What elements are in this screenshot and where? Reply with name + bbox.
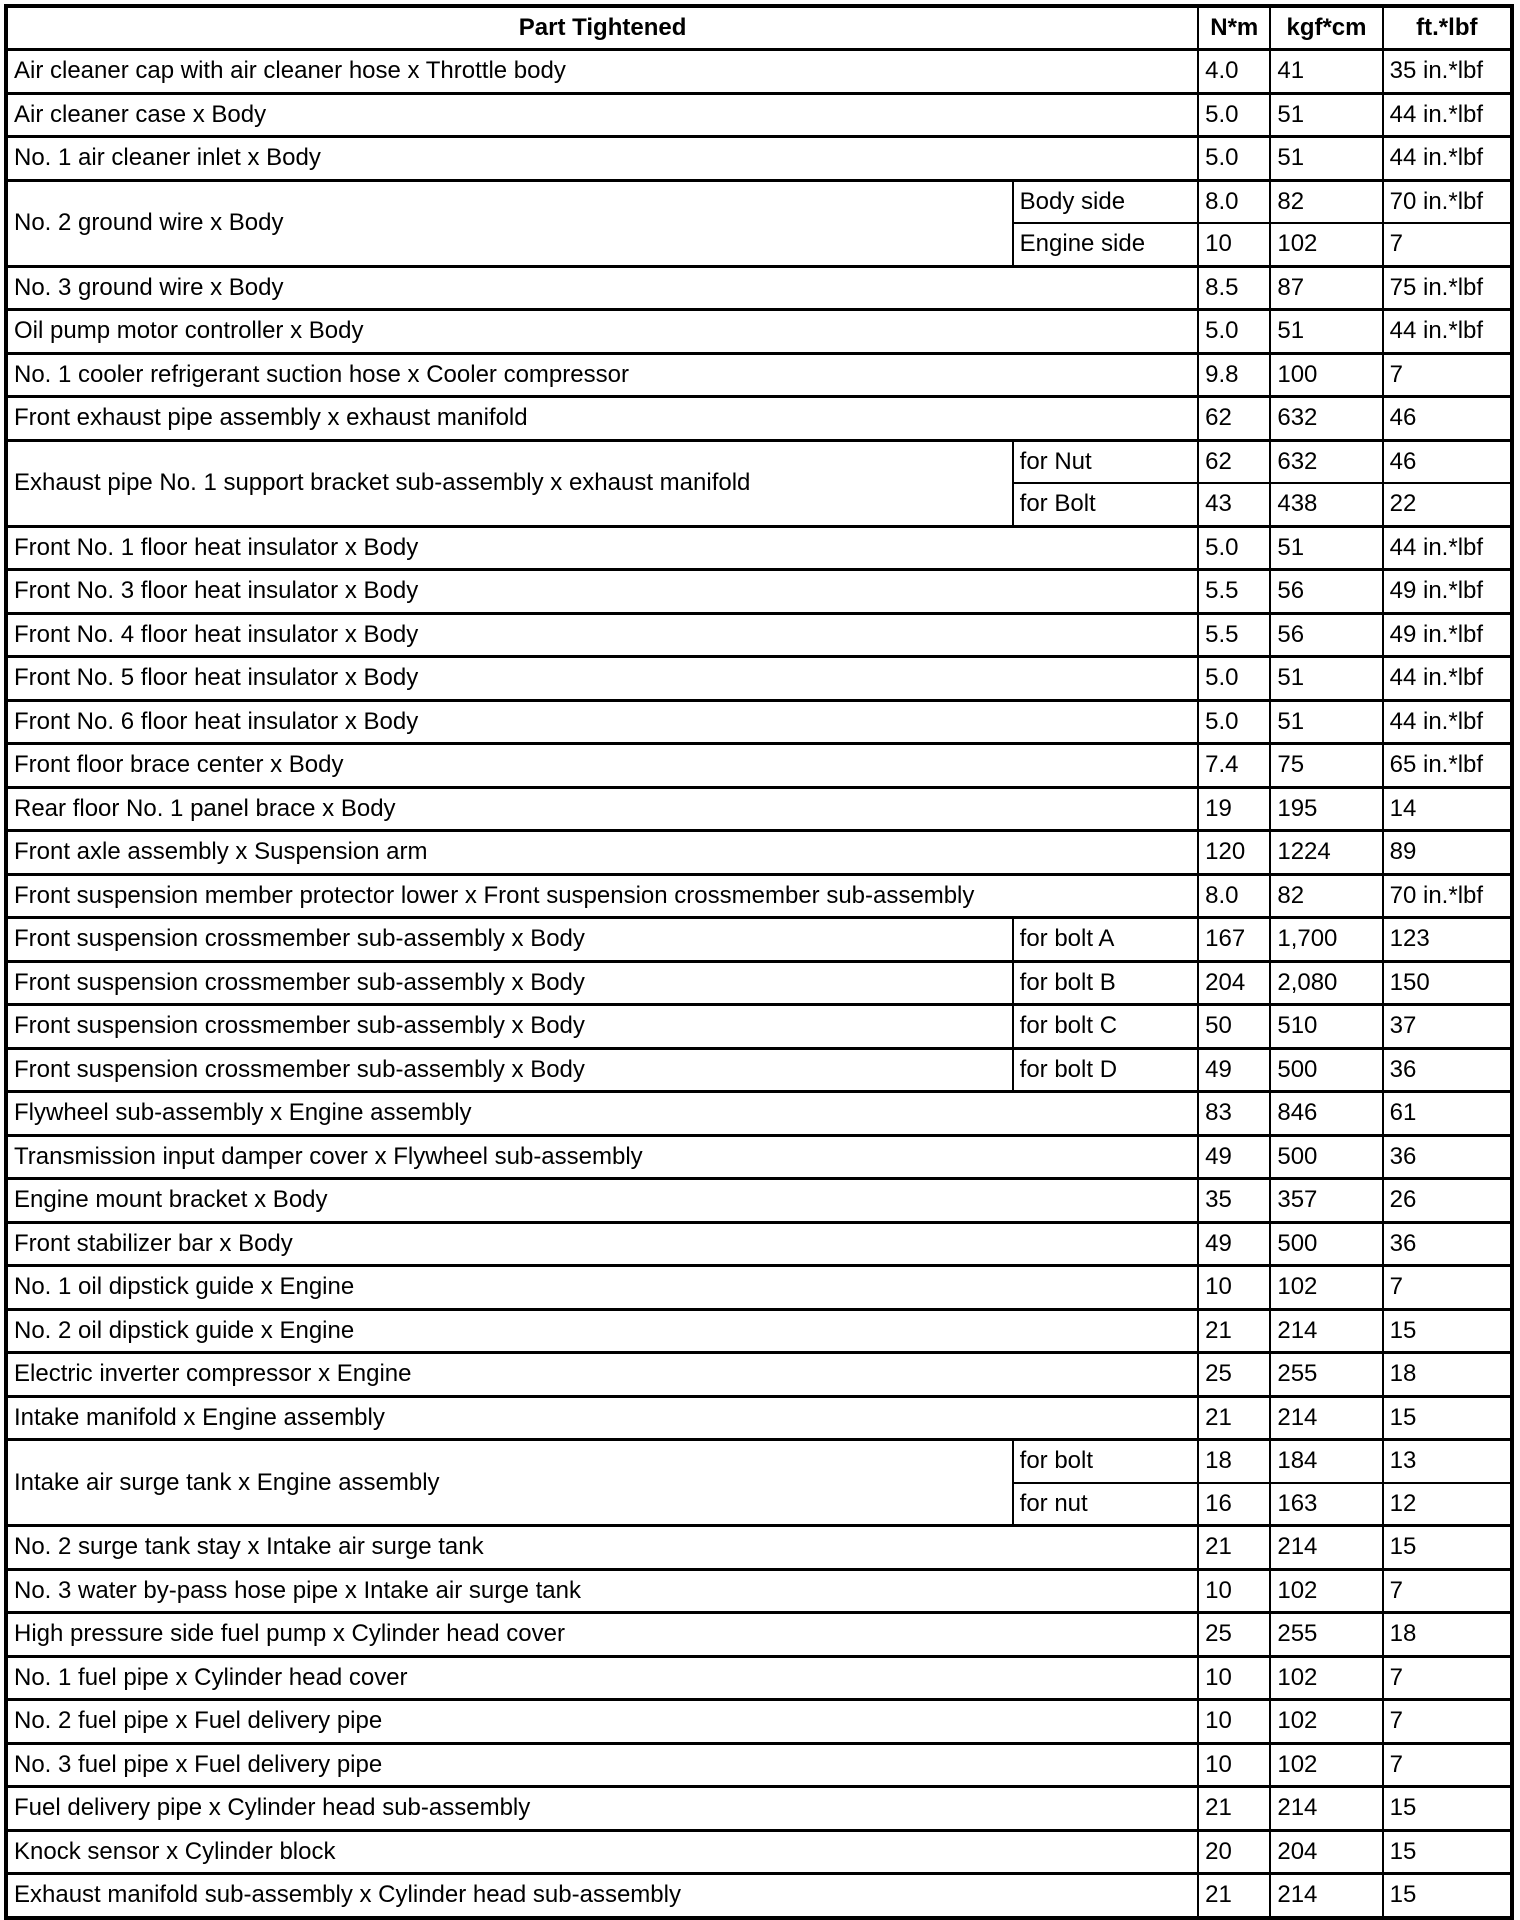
condition-label: for bolt — [1013, 1440, 1199, 1483]
torque-ft-lbf: 49 in.*lbf — [1383, 613, 1512, 657]
part-name: No. 1 fuel pipe x Cylinder head cover — [6, 1656, 1198, 1700]
torque-kgf-cm: 2,080 — [1270, 961, 1382, 1005]
torque-kgf-cm: 357 — [1270, 1179, 1382, 1223]
torque-kgf-cm: 102 — [1270, 1266, 1382, 1310]
torque-nm: 20 — [1198, 1830, 1270, 1874]
torque-nm: 62 — [1198, 397, 1270, 441]
torque-kgf-cm: 102 — [1270, 1656, 1382, 1700]
table-row — [6, 1830, 1512, 1874]
torque-ft-lbf: 46 — [1383, 397, 1512, 441]
torque-nm: 5.5 — [1198, 570, 1270, 614]
table-row — [6, 266, 1512, 310]
torque-nm: 8.0 — [1198, 180, 1270, 223]
part-name: Intake manifold x Engine assembly — [6, 1396, 1198, 1440]
part-name: Flywheel sub-assembly x Engine assembly — [6, 1092, 1198, 1136]
table-header-row — [6, 6, 1512, 50]
torque-kgf-cm: 1224 — [1270, 831, 1382, 875]
torque-kgf-cm: 500 — [1270, 1048, 1382, 1092]
torque-kgf-cm: 214 — [1270, 1396, 1382, 1440]
torque-kgf-cm: 255 — [1270, 1353, 1382, 1397]
torque-ft-lbf: 7 — [1383, 1266, 1512, 1310]
part-name: Exhaust pipe No. 1 support bracket sub-assembly x exhaust manifold — [6, 440, 1013, 526]
torque-ft-lbf: 65 in.*lbf — [1383, 744, 1512, 788]
torque-nm: 62 — [1198, 440, 1270, 483]
table-row — [6, 1266, 1512, 1310]
torque-ft-lbf: 7 — [1383, 223, 1512, 266]
table-row — [6, 787, 1512, 831]
header-ft-lbf: ft.*lbf — [1383, 6, 1512, 50]
torque-nm: 167 — [1198, 918, 1270, 962]
part-name: Front No. 4 floor heat insulator x Body — [6, 613, 1198, 657]
torque-ft-lbf: 7 — [1383, 1743, 1512, 1787]
header-kgf-cm: kgf*cm — [1270, 6, 1382, 50]
part-name: Front No. 3 floor heat insulator x Body — [6, 570, 1198, 614]
part-name: High pressure side fuel pump x Cylinder head cover — [6, 1613, 1198, 1657]
header-nm: N*m — [1198, 6, 1270, 50]
torque-nm: 43 — [1198, 483, 1270, 526]
part-name: Front stabilizer bar x Body — [6, 1222, 1198, 1266]
torque-ft-lbf: 7 — [1383, 1700, 1512, 1744]
torque-kgf-cm: 56 — [1270, 613, 1382, 657]
torque-kgf-cm: 214 — [1270, 1874, 1382, 1918]
torque-ft-lbf: 35 in.*lbf — [1383, 50, 1512, 94]
torque-kgf-cm: 51 — [1270, 526, 1382, 570]
table-row — [6, 874, 1512, 918]
table-row — [6, 1526, 1512, 1570]
condition-label: for bolt C — [1013, 1005, 1199, 1049]
part-name: No. 2 oil dipstick guide x Engine — [6, 1309, 1198, 1353]
table-row — [6, 657, 1512, 701]
table-row — [6, 1874, 1512, 1918]
table-row — [6, 137, 1512, 181]
torque-nm: 5.0 — [1198, 657, 1270, 701]
table-row — [6, 1092, 1512, 1136]
part-name: No. 2 surge tank stay x Intake air surge tank — [6, 1526, 1198, 1570]
torque-ft-lbf: 89 — [1383, 831, 1512, 875]
part-name: Front suspension crossmember sub-assembly x Body — [6, 918, 1013, 962]
torque-ft-lbf: 15 — [1383, 1830, 1512, 1874]
torque-nm: 8.5 — [1198, 266, 1270, 310]
torque-ft-lbf: 61 — [1383, 1092, 1512, 1136]
torque-nm: 21 — [1198, 1787, 1270, 1831]
torque-nm: 50 — [1198, 1005, 1270, 1049]
part-name: Oil pump motor controller x Body — [6, 310, 1198, 354]
condition-label: for Bolt — [1013, 483, 1199, 526]
part-name: Front No. 1 floor heat insulator x Body — [6, 526, 1198, 570]
torque-kgf-cm: 184 — [1270, 1440, 1382, 1483]
condition-label: for Nut — [1013, 440, 1199, 483]
torque-nm: 10 — [1198, 1700, 1270, 1744]
part-name: Front suspension member protector lower x Front suspension crossmember sub-assembly — [6, 874, 1198, 918]
part-name: No. 1 oil dipstick guide x Engine — [6, 1266, 1198, 1310]
torque-ft-lbf: 44 in.*lbf — [1383, 137, 1512, 181]
table-row — [6, 570, 1512, 614]
table-row — [6, 1787, 1512, 1831]
torque-nm: 16 — [1198, 1483, 1270, 1526]
part-name: No. 3 water by-pass hose pipe x Intake air surge tank — [6, 1569, 1198, 1613]
condition-label: for bolt D — [1013, 1048, 1199, 1092]
torque-kgf-cm: 56 — [1270, 570, 1382, 614]
torque-nm: 10 — [1198, 1656, 1270, 1700]
torque-nm: 49 — [1198, 1135, 1270, 1179]
torque-nm: 35 — [1198, 1179, 1270, 1223]
torque-nm: 18 — [1198, 1440, 1270, 1483]
torque-ft-lbf: 15 — [1383, 1396, 1512, 1440]
part-name: No. 2 ground wire x Body — [6, 180, 1013, 266]
torque-kgf-cm: 214 — [1270, 1787, 1382, 1831]
torque-nm: 9.8 — [1198, 353, 1270, 397]
torque-ft-lbf: 15 — [1383, 1874, 1512, 1918]
torque-kgf-cm: 163 — [1270, 1483, 1382, 1526]
torque-kgf-cm: 102 — [1270, 1700, 1382, 1744]
torque-ft-lbf: 15 — [1383, 1526, 1512, 1570]
torque-kgf-cm: 438 — [1270, 483, 1382, 526]
table-row — [6, 613, 1512, 657]
torque-ft-lbf: 46 — [1383, 440, 1512, 483]
torque-ft-lbf: 15 — [1383, 1787, 1512, 1831]
torque-ft-lbf: 13 — [1383, 1440, 1512, 1483]
torque-nm: 21 — [1198, 1396, 1270, 1440]
table-row — [6, 1353, 1512, 1397]
table-row — [6, 1569, 1512, 1613]
table-row — [6, 440, 1512, 483]
table-row — [6, 961, 1512, 1005]
torque-kgf-cm: 102 — [1270, 1569, 1382, 1613]
torque-nm: 10 — [1198, 1569, 1270, 1613]
torque-ft-lbf: 7 — [1383, 353, 1512, 397]
table-row — [6, 310, 1512, 354]
torque-ft-lbf: 15 — [1383, 1309, 1512, 1353]
torque-nm: 5.0 — [1198, 137, 1270, 181]
torque-ft-lbf: 123 — [1383, 918, 1512, 962]
torque-nm: 19 — [1198, 787, 1270, 831]
torque-ft-lbf: 18 — [1383, 1353, 1512, 1397]
torque-ft-lbf: 7 — [1383, 1656, 1512, 1700]
torque-kgf-cm: 51 — [1270, 137, 1382, 181]
condition-label: for bolt B — [1013, 961, 1199, 1005]
torque-nm: 21 — [1198, 1526, 1270, 1570]
table-row — [6, 93, 1512, 137]
part-name: No. 3 fuel pipe x Fuel delivery pipe — [6, 1743, 1198, 1787]
table-body — [6, 50, 1512, 1918]
torque-nm: 21 — [1198, 1309, 1270, 1353]
part-name: No. 2 fuel pipe x Fuel delivery pipe — [6, 1700, 1198, 1744]
part-name: Air cleaner case x Body — [6, 93, 1198, 137]
torque-kgf-cm: 51 — [1270, 93, 1382, 137]
torque-ft-lbf: 12 — [1383, 1483, 1512, 1526]
table-row — [6, 1179, 1512, 1223]
part-name: No. 1 cooler refrigerant suction hose x Cooler compressor — [6, 353, 1198, 397]
torque-nm: 49 — [1198, 1048, 1270, 1092]
table-row — [6, 50, 1512, 94]
torque-kgf-cm: 214 — [1270, 1309, 1382, 1353]
part-name: Front axle assembly x Suspension arm — [6, 831, 1198, 875]
torque-kgf-cm: 214 — [1270, 1526, 1382, 1570]
torque-ft-lbf: 22 — [1383, 483, 1512, 526]
part-name: Front suspension crossmember sub-assembly x Body — [6, 1005, 1013, 1049]
torque-nm: 5.0 — [1198, 93, 1270, 137]
torque-ft-lbf: 26 — [1383, 1179, 1512, 1223]
torque-kgf-cm: 41 — [1270, 50, 1382, 94]
torque-kgf-cm: 82 — [1270, 180, 1382, 223]
part-name: Transmission input damper cover x Flywheel sub-assembly — [6, 1135, 1198, 1179]
torque-kgf-cm: 51 — [1270, 657, 1382, 701]
torque-kgf-cm: 632 — [1270, 397, 1382, 441]
table-row — [6, 1743, 1512, 1787]
torque-nm: 49 — [1198, 1222, 1270, 1266]
torque-kgf-cm: 75 — [1270, 744, 1382, 788]
torque-nm: 204 — [1198, 961, 1270, 1005]
table-row — [6, 1440, 1512, 1483]
table-row — [6, 831, 1512, 875]
torque-ft-lbf: 44 in.*lbf — [1383, 700, 1512, 744]
torque-kgf-cm: 500 — [1270, 1135, 1382, 1179]
table-row — [6, 1309, 1512, 1353]
table-row — [6, 353, 1512, 397]
part-name: Front No. 5 floor heat insulator x Body — [6, 657, 1198, 701]
torque-nm: 10 — [1198, 1743, 1270, 1787]
torque-kgf-cm: 1,700 — [1270, 918, 1382, 962]
torque-kgf-cm: 510 — [1270, 1005, 1382, 1049]
part-name: Fuel delivery pipe x Cylinder head sub-assembly — [6, 1787, 1198, 1831]
torque-kgf-cm: 500 — [1270, 1222, 1382, 1266]
condition-label: Body side — [1013, 180, 1199, 223]
header-part-tightened: Part Tightened — [6, 6, 1198, 50]
torque-ft-lbf: 44 in.*lbf — [1383, 657, 1512, 701]
torque-ft-lbf: 36 — [1383, 1048, 1512, 1092]
torque-nm: 83 — [1198, 1092, 1270, 1136]
part-name: Front suspension crossmember sub-assembly x Body — [6, 961, 1013, 1005]
table-row — [6, 397, 1512, 441]
torque-ft-lbf: 75 in.*lbf — [1383, 266, 1512, 310]
part-name: Front floor brace center x Body — [6, 744, 1198, 788]
table-row — [6, 1048, 1512, 1092]
torque-nm: 21 — [1198, 1874, 1270, 1918]
part-name: Knock sensor x Cylinder block — [6, 1830, 1198, 1874]
torque-ft-lbf: 70 in.*lbf — [1383, 874, 1512, 918]
torque-ft-lbf: 14 — [1383, 787, 1512, 831]
condition-label: for bolt A — [1013, 918, 1199, 962]
torque-nm: 10 — [1198, 1266, 1270, 1310]
part-name: Electric inverter compressor x Engine — [6, 1353, 1198, 1397]
part-name: Rear floor No. 1 panel brace x Body — [6, 787, 1198, 831]
torque-kgf-cm: 51 — [1270, 310, 1382, 354]
part-name: Exhaust manifold sub-assembly x Cylinder head sub-assembly — [6, 1874, 1198, 1918]
torque-ft-lbf: 44 in.*lbf — [1383, 93, 1512, 137]
torque-nm: 5.5 — [1198, 613, 1270, 657]
torque-ft-lbf: 36 — [1383, 1222, 1512, 1266]
torque-ft-lbf: 44 in.*lbf — [1383, 526, 1512, 570]
torque-kgf-cm: 632 — [1270, 440, 1382, 483]
torque-kgf-cm: 255 — [1270, 1613, 1382, 1657]
table-row — [6, 1700, 1512, 1744]
torque-ft-lbf: 150 — [1383, 961, 1512, 1005]
torque-ft-lbf: 70 in.*lbf — [1383, 180, 1512, 223]
table-row — [6, 1396, 1512, 1440]
part-name: Front No. 6 floor heat insulator x Body — [6, 700, 1198, 744]
part-name: No. 3 ground wire x Body — [6, 266, 1198, 310]
torque-ft-lbf: 37 — [1383, 1005, 1512, 1049]
table-row — [6, 1005, 1512, 1049]
table-row — [6, 918, 1512, 962]
condition-label: for nut — [1013, 1483, 1199, 1526]
table-row — [6, 700, 1512, 744]
part-name: Engine mount bracket x Body — [6, 1179, 1198, 1223]
table-row — [6, 526, 1512, 570]
torque-ft-lbf: 49 in.*lbf — [1383, 570, 1512, 614]
torque-kgf-cm: 87 — [1270, 266, 1382, 310]
torque-ft-lbf: 44 in.*lbf — [1383, 310, 1512, 354]
torque-nm: 10 — [1198, 223, 1270, 266]
table-row — [6, 1135, 1512, 1179]
part-name: Front exhaust pipe assembly x exhaust manifold — [6, 397, 1198, 441]
torque-nm: 8.0 — [1198, 874, 1270, 918]
torque-kgf-cm: 82 — [1270, 874, 1382, 918]
table-row — [6, 1613, 1512, 1657]
torque-kgf-cm: 51 — [1270, 700, 1382, 744]
torque-kgf-cm: 195 — [1270, 787, 1382, 831]
torque-ft-lbf: 36 — [1383, 1135, 1512, 1179]
torque-nm: 4.0 — [1198, 50, 1270, 94]
torque-ft-lbf: 18 — [1383, 1613, 1512, 1657]
part-name: Front suspension crossmember sub-assembly x Body — [6, 1048, 1013, 1092]
table-row — [6, 1222, 1512, 1266]
torque-kgf-cm: 204 — [1270, 1830, 1382, 1874]
torque-ft-lbf: 7 — [1383, 1569, 1512, 1613]
torque-spec-table — [4, 4, 1514, 1920]
table-row — [6, 744, 1512, 788]
torque-nm: 120 — [1198, 831, 1270, 875]
torque-nm: 7.4 — [1198, 744, 1270, 788]
condition-label: Engine side — [1013, 223, 1199, 266]
torque-kgf-cm: 100 — [1270, 353, 1382, 397]
torque-nm: 5.0 — [1198, 310, 1270, 354]
part-name: Air cleaner cap with air cleaner hose x Throttle body — [6, 50, 1198, 94]
table-row — [6, 180, 1512, 223]
torque-nm: 5.0 — [1198, 700, 1270, 744]
torque-nm: 25 — [1198, 1613, 1270, 1657]
torque-nm: 5.0 — [1198, 526, 1270, 570]
torque-kgf-cm: 102 — [1270, 223, 1382, 266]
table-row — [6, 1656, 1512, 1700]
torque-kgf-cm: 102 — [1270, 1743, 1382, 1787]
part-name: Intake air surge tank x Engine assembly — [6, 1440, 1013, 1526]
torque-kgf-cm: 846 — [1270, 1092, 1382, 1136]
part-name: No. 1 air cleaner inlet x Body — [6, 137, 1198, 181]
torque-nm: 25 — [1198, 1353, 1270, 1397]
